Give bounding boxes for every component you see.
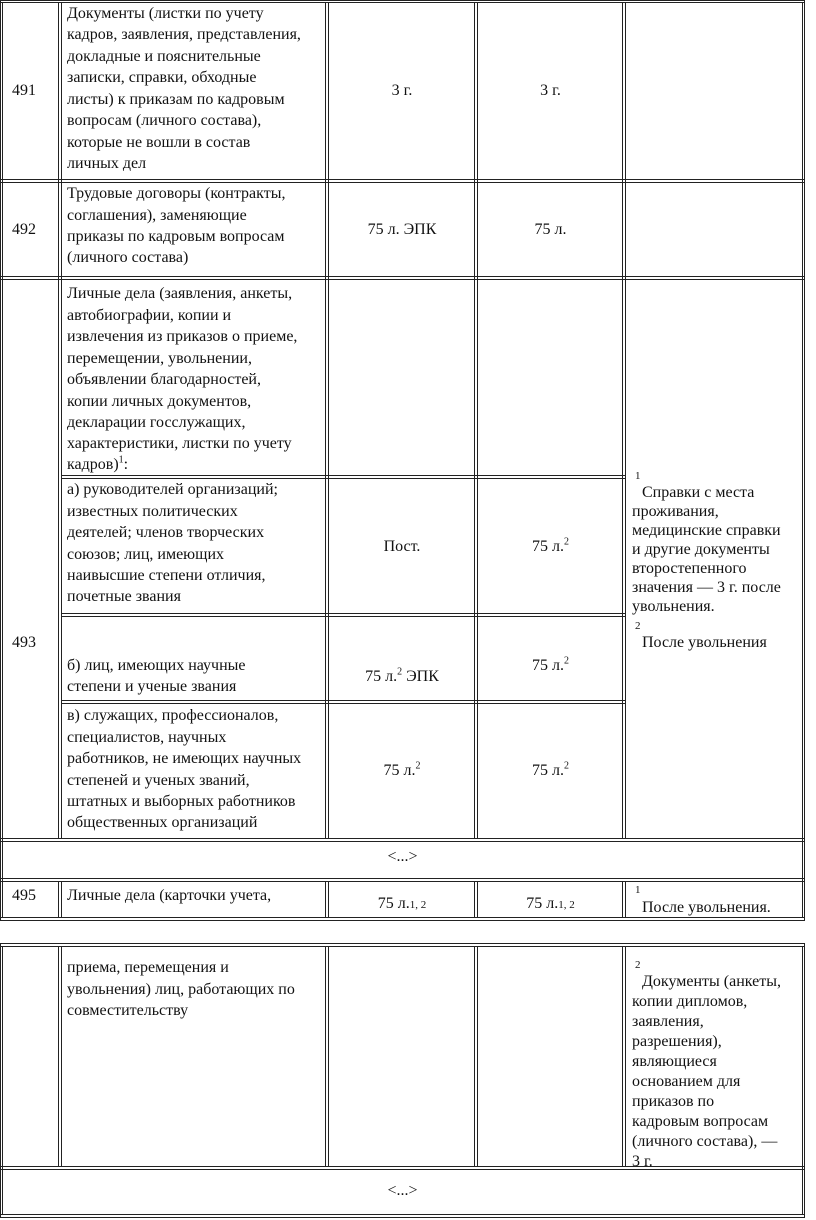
row-492-term-col4: 75 л. — [534, 221, 567, 238]
row-495-note-marker: 1 — [635, 884, 641, 896]
row-493c-term-col4: 75 л.$^2$ — [532, 760, 569, 779]
row-495-description: Личные дела (карточки учета, — [67, 887, 272, 904]
omitted-rows-marker: <...> — [387, 848, 418, 865]
row-495-note: После увольнения. — [642, 899, 771, 916]
row-491-term-col3: 3 г. — [391, 82, 413, 99]
row-491-term-col4: 3 г. — [540, 82, 561, 99]
row-493b-term-col4: 75 л.$^2$ — [532, 655, 569, 674]
row-492-term-col3: 75 л. ЭПК — [367, 221, 437, 238]
footnote-2-marker: 2 — [635, 620, 641, 632]
row-493c-term-col3: 75 л.$^2$ — [383, 760, 421, 779]
row-492-number: 492 — [12, 221, 36, 238]
row-493b-term-col3: 75 л.$^2$ ЭПК — [365, 666, 439, 685]
row-493a-term-col4: 75 л.$^2$ — [532, 536, 569, 555]
row-491-number: 491 — [12, 82, 36, 99]
row-495-number: 495 — [12, 887, 36, 904]
footnote-1-marker: 1 — [635, 470, 641, 482]
footnote-2-marker-cont: 2 — [635, 959, 641, 971]
row-493a-term-col3: Пост. — [383, 538, 421, 555]
document-page: 491 Документы (листки по учету кадров, заявления, представления, докладные и пояснительные записки, справки, обходные листы) к приказам по кадровым вопросам (личного состава), которые не вошли в состав личных дел 3 г. 3 г. 492 Трудовые договоры (контракты, соглашения), заменяющие приказы по кадровым вопросам (личного состава) 75 л. ЭПК 75 л. 493 Личные дела (заявления, анкеты, автобиографии, копии и извлечения из приказов о приеме, перемещении, увольнении, объявлении благодарностей, копии личных документов, декларации госслужащих, характеристики, листки по учету кадров)$^1$: а) руководителей организаций; известных политических деятелей; членов творческих союзов; лиц, имеющих наивысшие степени отличия, почетные звания Пост. 75 л.$^2$ б) лиц, имеющих научные степени и ученые звания 75 л.$^2$ ЭПК 75 л.$^2$ в) служащих, профессионалов, специалистов, научных работников, не имеющих научных степеней и ученых званий, штатных и выборных работников общественных организаций 75 л.$^2$ 75 л.$^2$ 1 Справки с места проживания, медицинские справки и другие документы второстепенного значения — 3 г. после увольнения. 2 После увольнения <...> 495 Личные дела (карточки учета, 75 л.1, 2 75 л.1, 2 1 После увольнения. приема, перемещения и увольнения) лиц, работающих по совместительству 2 Документы (анкеты, копии дипломов, заявления, разрешения), являющиеся основанием для приказов по кадровым вопросам (личного состава), — 3 г. <...> — [0, 0, 816, 1220]
row-495-term-col4: 75 л.1, 2 — [526, 895, 575, 912]
row-493-number: 493 — [12, 634, 36, 651]
omitted-rows-marker-2: <...> — [387, 1182, 418, 1199]
row-495-term-col3: 75 л.1, 2 — [377, 895, 427, 912]
